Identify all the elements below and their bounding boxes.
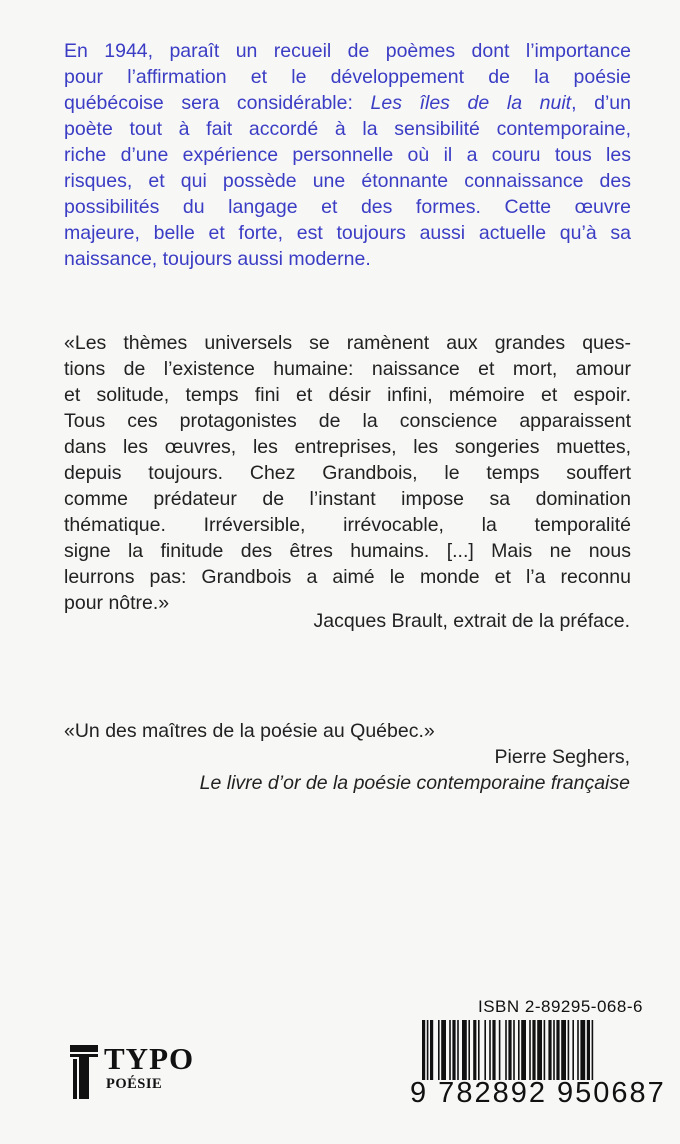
barcode-bar xyxy=(518,1020,520,1080)
quote-line: Tous ces protagonistes de la conscience apparaissent xyxy=(64,410,631,432)
barcode-bar xyxy=(449,1020,451,1080)
barcode-bar xyxy=(548,1020,551,1080)
barcode-bar xyxy=(478,1020,480,1080)
barcode-bar xyxy=(505,1020,507,1080)
barcode-bar xyxy=(580,1020,585,1080)
blurb-line: En 1944, paraît un recueil de poèmes dont l’importance xyxy=(64,40,631,62)
isbn-label: ISBN 2-89295-068-6 xyxy=(478,997,643,1016)
barcode-icon xyxy=(420,1020,658,1080)
barcode-bar xyxy=(537,1020,542,1080)
blurb-line-end: , d’un xyxy=(571,92,631,114)
barcode-bar xyxy=(457,1020,459,1080)
typo-logo-icon xyxy=(70,1045,98,1099)
barcode-bar xyxy=(521,1020,526,1080)
barcode-bar xyxy=(508,1020,511,1080)
blurb-line-with-title xyxy=(64,90,631,116)
barcode-bar xyxy=(422,1020,425,1080)
quote-line: dans les œuvres, les entreprises, les songeries muettes, xyxy=(64,436,631,458)
preface-attribution: Jacques Brault, extrait de la préface. xyxy=(313,610,630,632)
barcode-bar xyxy=(513,1020,515,1080)
quote-line: leurrons pas: Grandbois a aimé le monde et l’a reconnu xyxy=(64,566,631,588)
barcode-bar xyxy=(572,1020,574,1080)
barcode-bar xyxy=(568,1020,570,1080)
barcode-bar xyxy=(430,1020,433,1080)
blurb-paragraph xyxy=(64,38,631,272)
blurb-line: risques, et qui possède une étonnante connaissance des xyxy=(64,170,631,192)
seghers-book-title: Le livre d’or de la poésie contemporaine française xyxy=(199,772,630,794)
quote-line: «Les thèmes universels se ramènent aux grandes ques- xyxy=(64,332,631,354)
barcode-bar xyxy=(587,1020,590,1080)
quote-line: depuis toujours. Chez Grandbois, le temps souffert xyxy=(64,462,631,484)
barcode-bar xyxy=(532,1020,535,1080)
collection-name: POÉSIE xyxy=(106,1076,163,1092)
preface-quote xyxy=(64,330,631,616)
quote-line: et solitude, temps fini et désir infini, mémoire et espoir. xyxy=(64,384,631,406)
barcode-bar xyxy=(484,1020,486,1080)
seghers-attribution xyxy=(200,744,630,796)
quote-line: thématique. Irréversible, irrévocable, la temporalité xyxy=(64,514,631,536)
seghers-author: Pierre Seghers, xyxy=(494,746,630,768)
book-title: Les îles de la nuit xyxy=(370,92,572,114)
barcode-bar xyxy=(561,1020,566,1080)
quote-line: signe la finitude des êtres humains. [...] Mais ne nous xyxy=(64,540,631,562)
barcode-bar xyxy=(468,1020,470,1080)
barcode-bar xyxy=(592,1020,594,1080)
barcode-bar xyxy=(492,1020,495,1080)
barcode-bar xyxy=(427,1020,429,1080)
barcode-bar xyxy=(544,1020,546,1080)
barcode-bar xyxy=(529,1020,531,1080)
publisher-name: TYPO xyxy=(104,1041,195,1076)
blurb-line: naissance, toujours aussi moderne. xyxy=(64,248,371,270)
barcode-bar xyxy=(556,1020,559,1080)
barcode-bar xyxy=(441,1020,446,1080)
blurb-line: possibilités du langage et des formes. Cette œuvre xyxy=(64,196,631,218)
blurb-line: pour l’affirmation et le développement de la poésie xyxy=(64,66,631,88)
barcode-bar xyxy=(553,1020,555,1080)
barcode-bar xyxy=(438,1020,440,1080)
barcode-bar xyxy=(452,1020,455,1080)
seghers-quote: «Un des maîtres de la poésie au Québec.» xyxy=(64,720,435,742)
barcode-bar xyxy=(489,1020,491,1080)
barcode-bar xyxy=(462,1020,467,1080)
barcode-bar xyxy=(499,1020,501,1080)
quote-line: comme prédateur de l’instant impose sa domination xyxy=(64,488,631,510)
blurb-line: riche d’une expérience personnelle où il a couru tous les xyxy=(64,144,631,166)
barcode-bar xyxy=(473,1020,476,1080)
barcode-bar xyxy=(577,1020,579,1080)
quote-line: tions de l’existence humaine: naissance et mort, amour xyxy=(64,358,631,380)
barcode-digits: 9 782892 950687 xyxy=(410,1077,666,1109)
blurb-line: majeure, belle et forte, est toujours aussi actuelle qu’à sa xyxy=(64,222,631,244)
blurb-line: poète tout à fait accordé à la sensibilité contemporaine, xyxy=(64,118,631,140)
blurb-line: québécoise sera considérable: xyxy=(64,92,371,114)
quote-line: pour nôtre.» xyxy=(64,592,170,614)
